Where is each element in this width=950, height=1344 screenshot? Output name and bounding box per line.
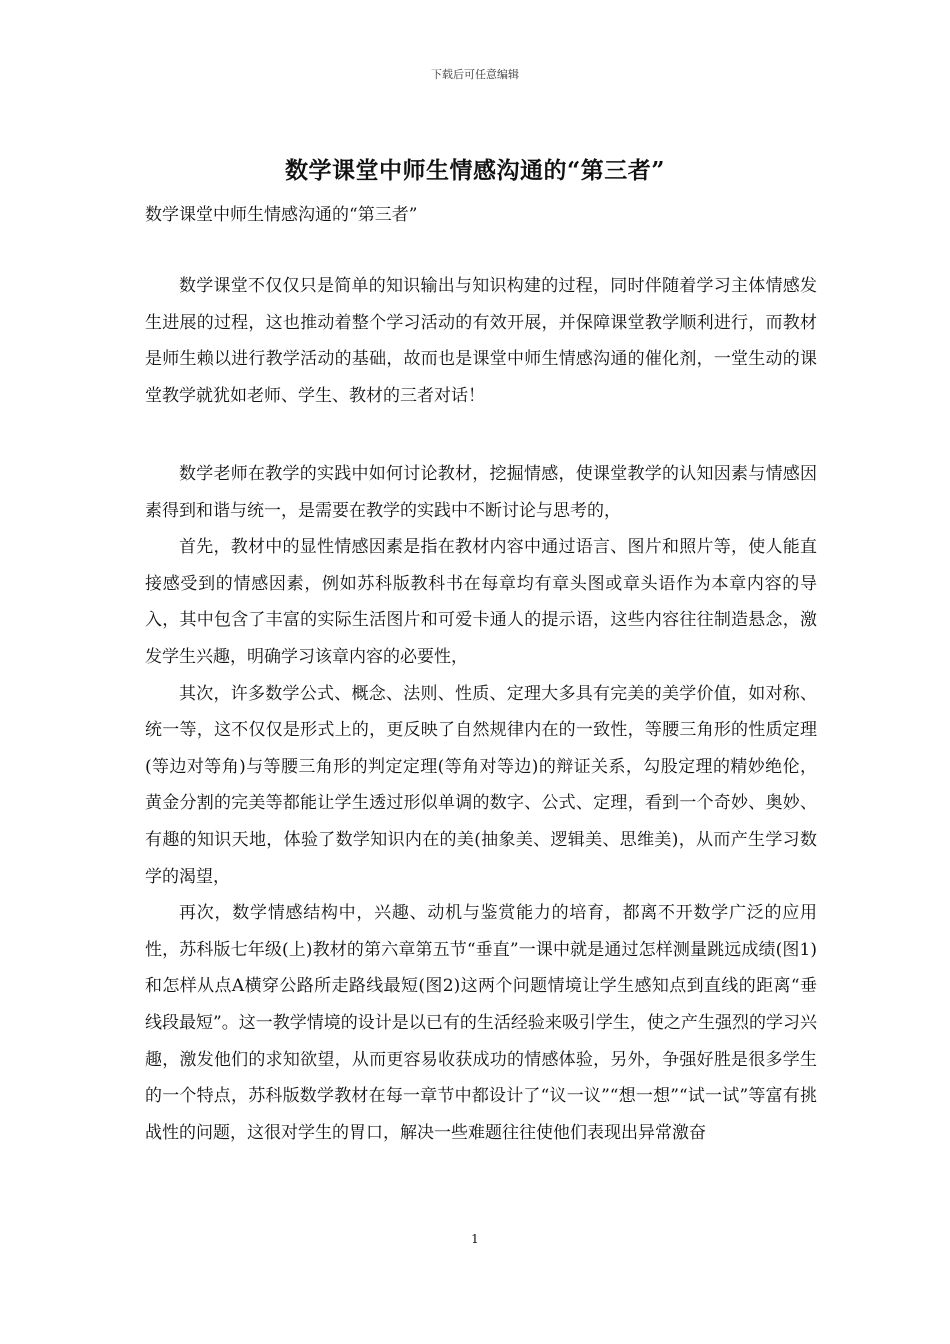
intro-section [145, 268, 817, 414]
paragraph: 数学老师在教学的实践中如何讨论教材，挖掘情感，使课堂教学的认知因素与情感因素得到和谐与统一，是需要在教学的实践中不断讨论与思考的， [145, 464, 817, 521]
page-number: 1 [471, 1232, 479, 1246]
paragraph: 数学课堂不仅仅只是简单的知识输出与知识构建的过程，同时伴随着学习主体情感发生进展的过程，这也推动着整个学习活动的有效开展，并保障课堂教学顺利进行，而教材是师生赖以进行教学活动的基础，故而也是课堂中师生情感沟通的催化剂，一堂生动的课堂教学就犹如老师、学生、教材的三者对话！ [145, 276, 817, 406]
document-subtitle: 数学课堂中师生情感沟通的“第三者” [145, 205, 418, 225]
main-section [145, 456, 817, 1151]
header-note: 下载后可任意编辑 [431, 68, 519, 81]
paragraph: 首先，教材中的显性情感因素是指在教材内容中通过语言、图片和照片等，使人能直接感受到的情感因素，例如苏科版教科书在每章均有章头图或章头语作为本章内容的导入，其中包含了丰富的实际生活图片和可爱卡通人的提示语，这些内容往往制造悬念，激发学生兴趣，明确学习该章内容的必要性， [145, 537, 817, 667]
paragraph: 其次，许多数学公式、概念、法则、性质、定理大多具有完美的美学价值，如对称、统一等，这不仅仅是形式上的，更反映了自然规律内在的一致性，等腰三角形的性质定理(等边对等角)与等腰三角形的判定定理(等角对等边)的辩证关系，勾股定理的精妙绝伦，黄金分割的完美等都能让学生透过形似单调的数字、公式、定理，看到一个奇妙、奥妙、有趣的知识天地，体验了数学知识内在的美(抽象美、逻辑美、思维美)，从而产生学习数学的渴望， [145, 683, 817, 887]
paragraph: 再次，数学情感结构中，兴趣、动机与鉴赏能力的培育，都离不开数学广泛的应用性，苏科版七年级(上)教材的第六章第五节“垂直”一课中就是通过怎样测量跳远成绩(图1)和怎样从点A横穿公路所走路线最短(图2)这两个问题情境让学生感知点到直线的距离“垂线段最短”。这一教学情境的设计是以已有的生活经验来吸引学生，使之产生强烈的学习兴趣，激发他们的求知欲望，从而更容易收获成功的情感体验，另外，争强好胜是很多学生的一个特点，苏科版数学教材在每一章节中都设计了“议一议”“想一想”“试一试”等富有挑战性的问题，这很对学生的胃口，解决一些难题往往使他们表现出异常激奋 [145, 903, 817, 1143]
document-title: 数学课堂中师生情感沟通的“第三者” [285, 157, 665, 184]
